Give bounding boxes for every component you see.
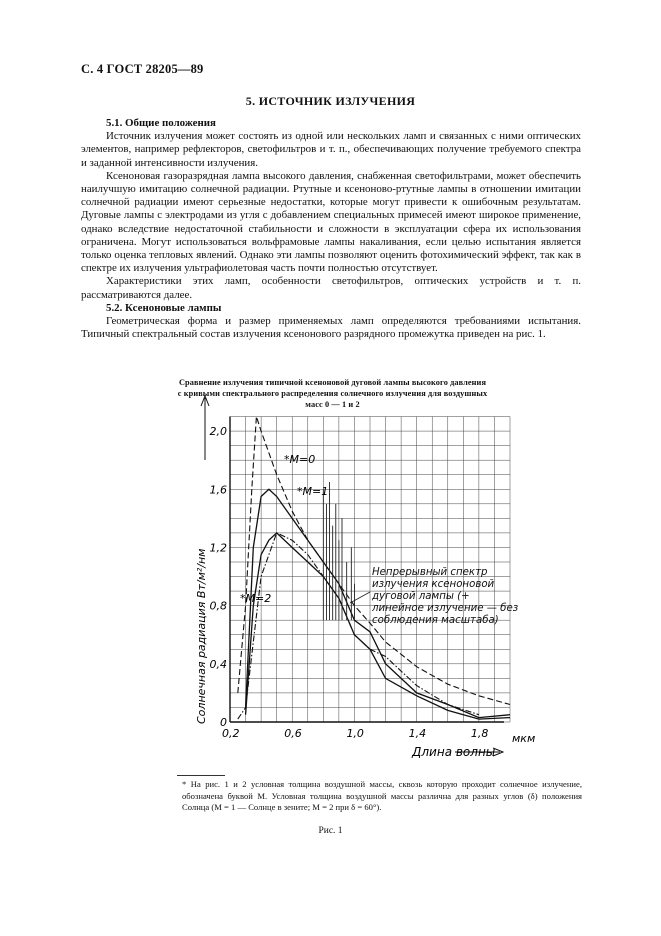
x-tick-label: 0,6 [284, 727, 302, 740]
x-tick-label: 1,8 [470, 727, 489, 740]
y-tick-label: 0 [220, 716, 227, 729]
page-header: С. 4 ГОСТ 28205—89 [81, 62, 204, 76]
series-label-m1: *M=1 [297, 485, 329, 498]
figure-caption: Рис. 1 [318, 826, 343, 836]
section-title: 5. ИСТОЧНИК ИЗЛУЧЕНИЯ [245, 94, 416, 108]
x-tick-label: 1,4 [408, 727, 427, 740]
paragraph-5-2-1: Геометрическая форма и размер применяемых ламп определяются требованиями испытания. Типичный спектральный состав излучения ксенонового разрядного промежутка приведен на рис. 1. [81, 315, 581, 341]
y-tick-label: 0,8 [209, 599, 227, 613]
y-tick-label: 2,0 [209, 425, 227, 439]
y-tick-label: 0,4 [209, 657, 227, 671]
subsection-heading-5-2: 5.2. Ксеноновые лампы [106, 301, 222, 314]
y-tick-label: 1,6 [209, 483, 227, 497]
footnote: * На рис. 1 и 2 условная толщина воздушной массы, сквозь которую проходит солнечное излучение, обозначена буквой М. Условная толщина воздушной массы различна для разных углов (δ) положения Солнца (М = 1 — Солнце в зените; М = 2 при δ = 60°). [182, 779, 582, 813]
paragraph-5-1-3: Характеристики этих ламп, особенности светофильтров, оптических устройств и т. п. рассматриваются далее. [81, 275, 581, 301]
figure-title-line-3: масс 0 — 1 и 2 [305, 400, 360, 409]
series-label-m2: *M=2 [240, 592, 272, 605]
annotation-pointer [350, 592, 370, 603]
figure-title-line-1: Сравнение излучения типичной ксеноновой дуговой лампы высокого давления [178, 378, 487, 387]
series-line-0 [238, 417, 510, 705]
series-label-m0: *M=0 [284, 453, 316, 466]
figure-title-line-2: с кривыми спектрального распределения солнечного излучения для воздушных [177, 389, 488, 398]
x-unit-label: мкм [512, 732, 536, 745]
x-tick-label: 1,0 [346, 727, 364, 740]
x-tick-label: 0,2 [222, 727, 240, 740]
y-tick-label: 1,2 [209, 541, 227, 555]
x-axis-label: Длина волны [412, 745, 496, 759]
paragraph-5-1-2: Ксеноновая газоразрядная лампа высокого давления, снабженная светофильтрами, может обеспечить наилучшую имитацию солнечной радиации. Ртутные и ксеноново-ртутные лампы в отношении имитации солнечной радиации имеют серьезные недостатки, которые могут привести к ошибочным результатам. Дуговые лампы с электродами из угля с добавлением специальных примесей имеют широкое применение, однако вследствие недостаточной стабильности и сложности в эксплуатации сфера их использования ограничена. Могут использоваться вольфрамовые лампы накаливания, если целью испытания является только оценка тепловых явлений. Однако эти лампы позволяют оценить фотохимический эффект, так как в спектре их излучения ультрафиолетовая часть почти полностью отсутствует. [81, 169, 581, 275]
subsection-heading-5-1: 5.1. Общие положения [106, 117, 216, 129]
footnote-separator [177, 775, 225, 776]
paragraph-5-1-1: Источник излучения может состоять из одной или нескольких ламп и связанных с ними оптических элементов, например рефлекторов, светофильтров и т. п., обеспечивающих получение требуемого спектра и заданной интенсивности излучения. [81, 130, 581, 169]
y-axis-label: Солнечная радиация Вт/м²/нм [195, 548, 208, 724]
chart-annotation: Непрерывный спектр излучения ксеноновой дуговой лампы (+ линейное излучение — без соблюдения масштаба) [372, 567, 519, 626]
